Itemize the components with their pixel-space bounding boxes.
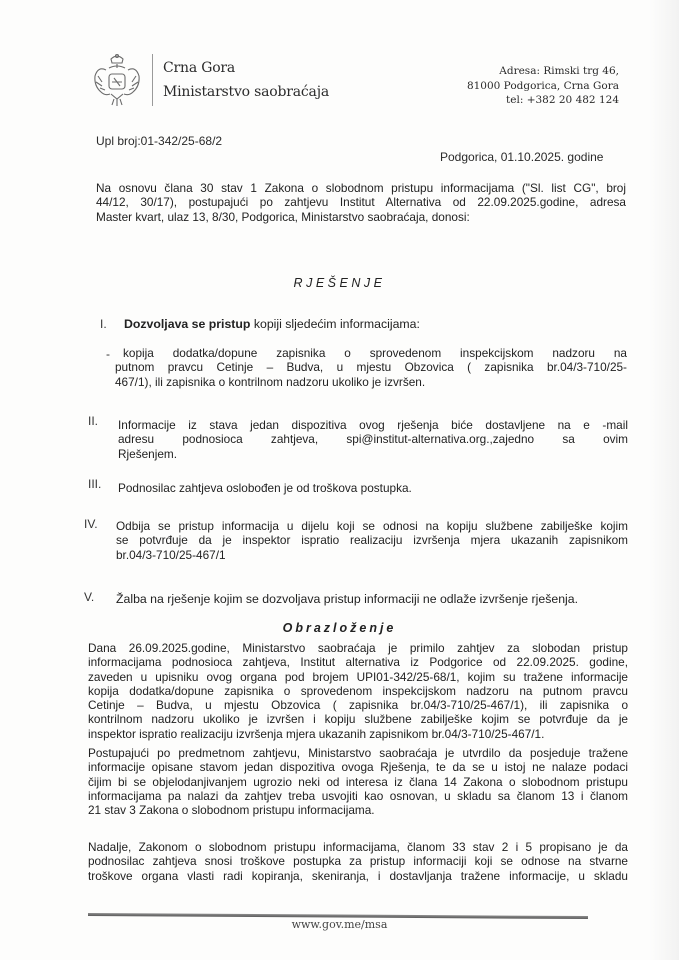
text-line: inspektor ispratio realizaciju izvršenja mjera ukazanih zapisnikom br.04/3-710/25-467/1. <box>88 726 545 741</box>
text-line: se potvrđuje da je inspektor ispratio realizaciju izvršenja mjera ukazanih zapisnikom <box>116 533 628 548</box>
text-line: Na osnovu člana 30 stav 1 Zakona o slobodnom pristupu informacijama ("Sl. list CG", broj <box>96 181 626 195</box>
text-line: zaveden u upisniku ovog organa pod brojem UPI01-342/25-68/1, kojim su tražene informacije <box>88 669 628 684</box>
text-line: kopija dodatka/dopune zapisnika o sprovedenom inspekcijskom nadzoru na putnom pravcu <box>88 683 628 698</box>
item-numeral: IV. <box>84 517 98 531</box>
reference-number: Upl broj:01-342/25-68/2 <box>96 134 223 148</box>
item-numeral: V. <box>84 590 95 604</box>
text-line: adresu podnosioca zahtjeva, spi@institut-alternativa.org.,zajedno sa ovim <box>118 432 628 447</box>
bullet-marker: - <box>106 347 110 361</box>
item-numeral: I. <box>100 317 107 331</box>
text-line: troškove organa vlasti radi kopiranja, skeniranja, i dostavljanja tražene informacije, u skladu <box>88 868 628 883</box>
item-3-text: Podnosilac zahtjeva oslobođen je od troškova postupka. <box>118 481 412 495</box>
text-line: br.04/3-710/25-467/1 <box>116 547 226 562</box>
letterhead-divider <box>152 54 153 106</box>
ministry-address <box>467 64 619 108</box>
text-line: informacije opisane stavom jedan dispozitiva ovoga Rješenja, te da se u istoj ne nalaze podaci <box>88 760 628 775</box>
footer-url: www.gov.me/msa <box>291 918 388 931</box>
text-line: podnosilac zahtjeva snosi troškove postupka za pristup informaciji koji se odnose na stvarne <box>88 854 628 869</box>
reasoning-paragraph-3 <box>88 840 628 883</box>
item-numeral: II. <box>88 414 99 428</box>
item-1-text <box>124 317 420 331</box>
coat-of-arms-icon <box>92 52 142 108</box>
item-bold-lead: Dozvoljava se pristup <box>124 317 251 331</box>
text-line: kopija dodatka/dopune zapisnika o sprovedenom inspekcijskom nadzoru na <box>123 346 627 360</box>
country-name: Crna Gora <box>163 60 236 76</box>
text-line: 21 stav 3 Zakona o slobodnom pristupu informacijama. <box>88 803 375 818</box>
item-numeral: III. <box>88 477 102 491</box>
text-line: Nadalje, Zakonom o slobodnom pristupu informacijama, članom 33 stav 2 i 5 propisano je da <box>88 840 628 854</box>
document-date: Podgorica, 01.10.2025. godine <box>440 150 604 164</box>
address-line: tel: +382 20 482 124 <box>506 94 619 106</box>
text-line: informacijama pa nalazi da zahtjev treba usvojiti kao osnovan, u skladu sa članom 13 i članom <box>88 788 628 803</box>
text-line: Postupajući po predmetnom zahtjevu, Ministarstvo saobraćaja je utvrdilo da posjeduje tražene <box>88 746 628 760</box>
text-line: 467/1), ili zapisnika o kontrilnom nadzoru ukoliko je izvršen. <box>115 374 426 389</box>
text-line: 44/12, 30/17), postupajući po zahtjevu Institut Alternativa od 22.09.2025.godine, adresa <box>96 195 626 210</box>
text-line: Cetinje – Budva, u mjestu Obzovica ( zapisnika br.04/3-710/25-467/1), ili zapisnika o <box>88 698 628 713</box>
text-line: Informacije iz stava jedan dispozitiva ovog rješenja biće dostavljene na e -mail <box>118 418 628 432</box>
text-line: informacijama podnosioca zahtjeva, Institut alternativa iz Podgorice od 22.09.2025. godine, <box>88 655 628 670</box>
text-line: kontrilnom nadzoru ukoliko je izvršen i kopiju službene zabilješke kojim se potvrđuje da je <box>88 712 628 727</box>
item-2-text <box>118 418 628 461</box>
text-line: Rješenjem. <box>118 446 178 461</box>
reasoning-paragraph-1 <box>88 641 628 741</box>
decision-heading: RJEŠENJE <box>293 276 386 290</box>
item-1-bullet <box>115 346 627 389</box>
text-line: Odbija se pristup informacija u dijelu koji se odnosi na kopiju službene zabilješke kojim <box>116 519 628 533</box>
text-line: Master kvart, ulaz 13, 8/30, Podgorica, Ministarstvo saobraćaja, donosi: <box>96 209 470 224</box>
ministry-name: Ministarstvo saobraćaja <box>163 84 329 100</box>
scan-edge-shadow <box>649 0 679 960</box>
text-line: putnom pravcu Cetinje – Budva, u mjestu Obzovica ( zapisnika br.04/3-710/25- <box>115 360 627 375</box>
intro-paragraph <box>96 181 626 224</box>
text-line: kopiji sljedećim informacijama: <box>253 317 420 331</box>
text-line: Dana 26.09.2025.godine, Ministarstvo saobraćaja je primilo zahtjev za slobodan pristup <box>88 641 628 655</box>
reasoning-heading: Obrazloženje <box>282 621 397 635</box>
reasoning-paragraph-2 <box>88 746 628 817</box>
address-line: 81000 Podgorica, Crna Gora <box>466 79 619 92</box>
text-line: čijim bi se objelodanjivanjem ugrozio neki od interesa iz člana 14 Zakona o slobodnom pristupu <box>88 774 628 789</box>
item-5-text: Žalba na rješenje kojim se dozvoljava pristup informaciji ne odlaže izvršenje rješenja. <box>116 592 579 606</box>
address-line: Adresa: Rimski trg 46, <box>499 65 619 77</box>
item-4-text <box>116 519 628 562</box>
